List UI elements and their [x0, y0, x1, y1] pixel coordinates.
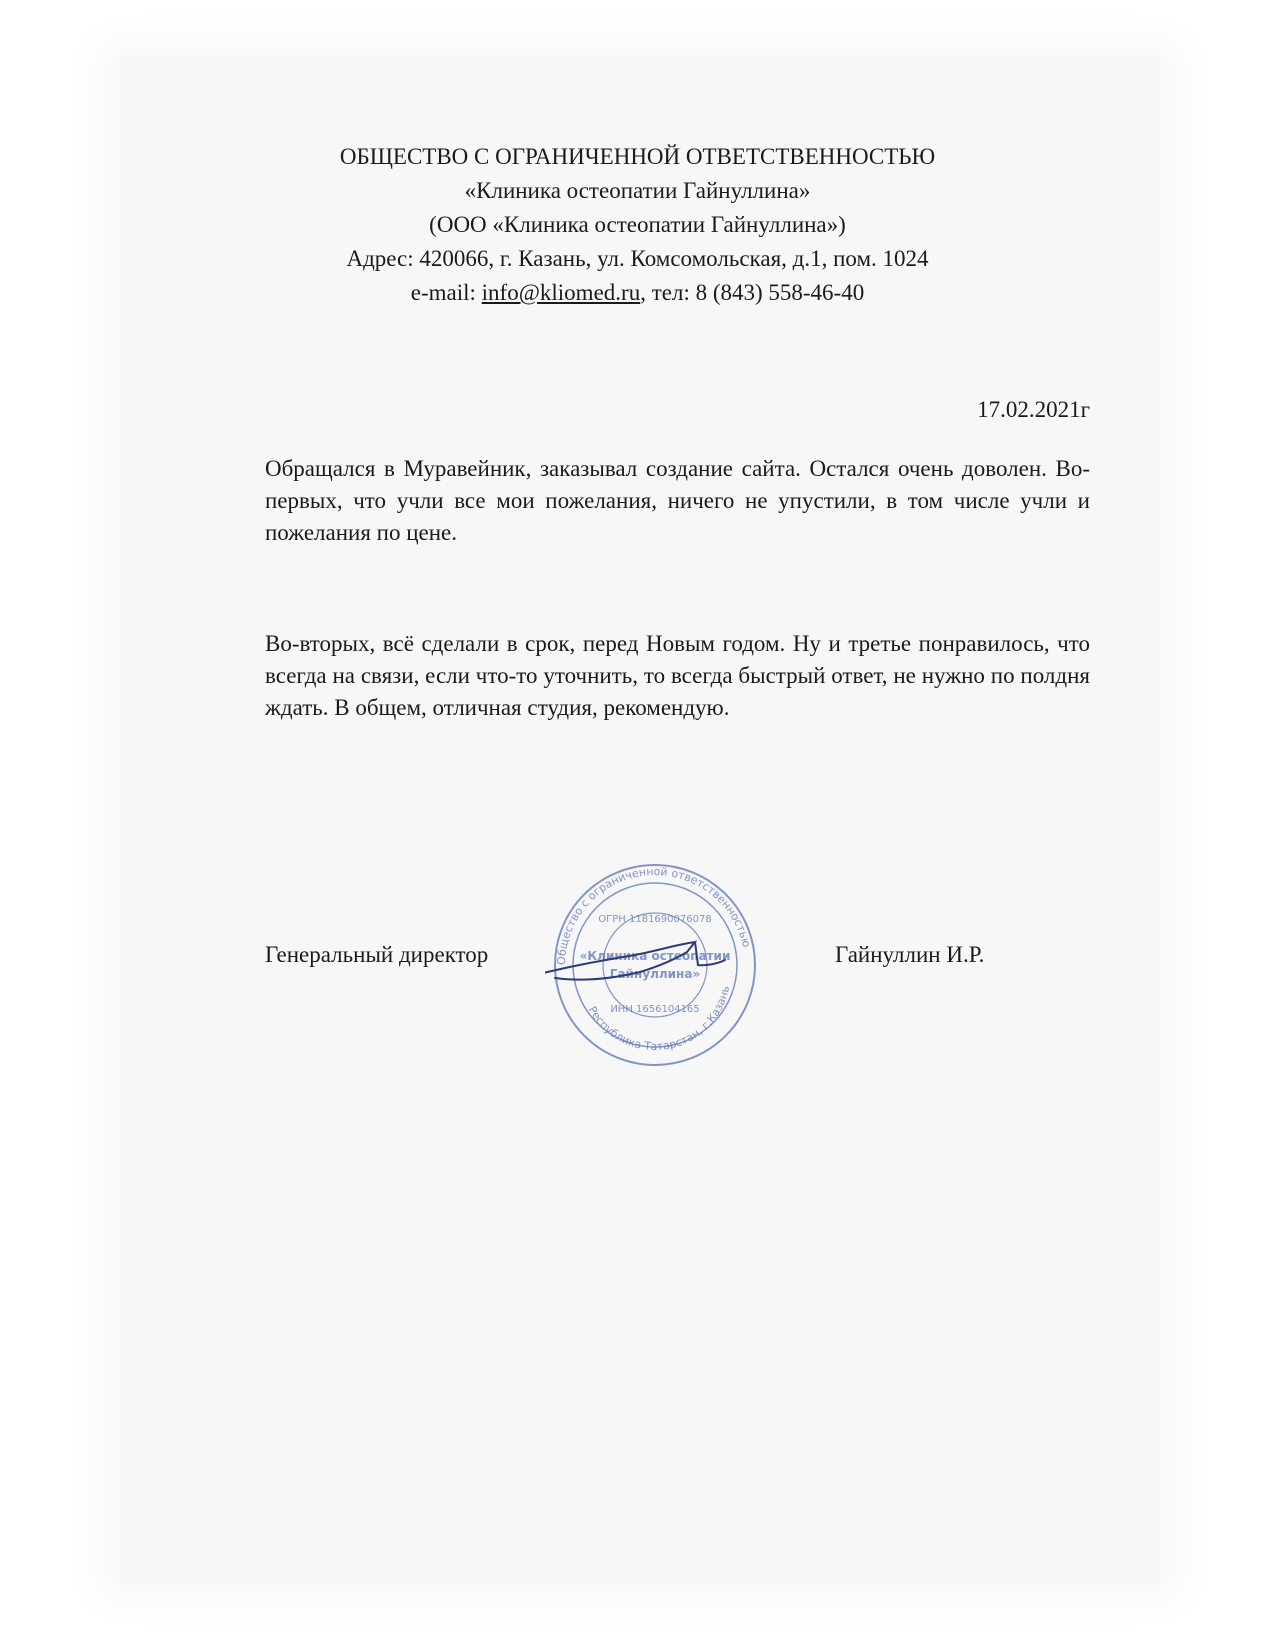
org-name: «Клиника остеопатии Гайнуллина»	[464, 178, 811, 203]
phone: , тел: 8 (843) 558-46-40	[640, 280, 865, 305]
letter-date: 17.02.2021г	[977, 397, 1090, 422]
org-contacts	[0, 276, 1275, 310]
body-paragraph-1: Обращался в Муравейник, заказывал создание сайта. Остался очень доволен. Во-первых, что учли все мои пожелания, ничего не упустили, в том числе учли и пожелания по цене.	[265, 456, 1090, 545]
stamp-ring-text: Общество с ограниченной ответственностью	[554, 864, 754, 966]
stamp-inner-ring	[603, 913, 707, 1017]
stamp-center-text: «Клиника остеопатии	[579, 949, 731, 963]
signer-name: Гайнуллин И.Р.	[835, 942, 985, 967]
org-type: ОБЩЕСТВО С ОГРАНИЧЕННОЙ ОТВЕТСТВЕННОСТЬЮ	[339, 144, 936, 169]
stamp-ogrn: ОГРН 1181690076078	[598, 914, 712, 925]
email-prefix: e-mail:	[410, 280, 482, 305]
org-address: Адрес: 420066, г. Казань, ул. Комсомольская, д.1, пом. 1024	[346, 246, 929, 271]
body-paragraph-2: Во-вторых, всё сделали в срок, перед Новым годом. Ну и третье понравилось, что всегда на связи, если что-то уточнить, то всегда быстрый ответ, не нужно по полдня ждать. В общем, отличная студия, рекомендую.	[265, 631, 1090, 720]
stamp-center-text-2: Гайнуллина»	[609, 967, 701, 981]
org-short-name: (ООО «Клиника остеопатии Гайнуллина»)	[429, 212, 846, 237]
signer-role: Генеральный директор	[265, 942, 489, 967]
letterhead	[0, 140, 1275, 310]
stamp-region-text: Республика Татарстан, г.Казань	[585, 984, 733, 1054]
company-stamp	[545, 860, 765, 1070]
email-link[interactable]: info@kliomed.ru	[481, 280, 641, 305]
stamp-inn: ИНН 1656104165	[610, 1004, 700, 1015]
